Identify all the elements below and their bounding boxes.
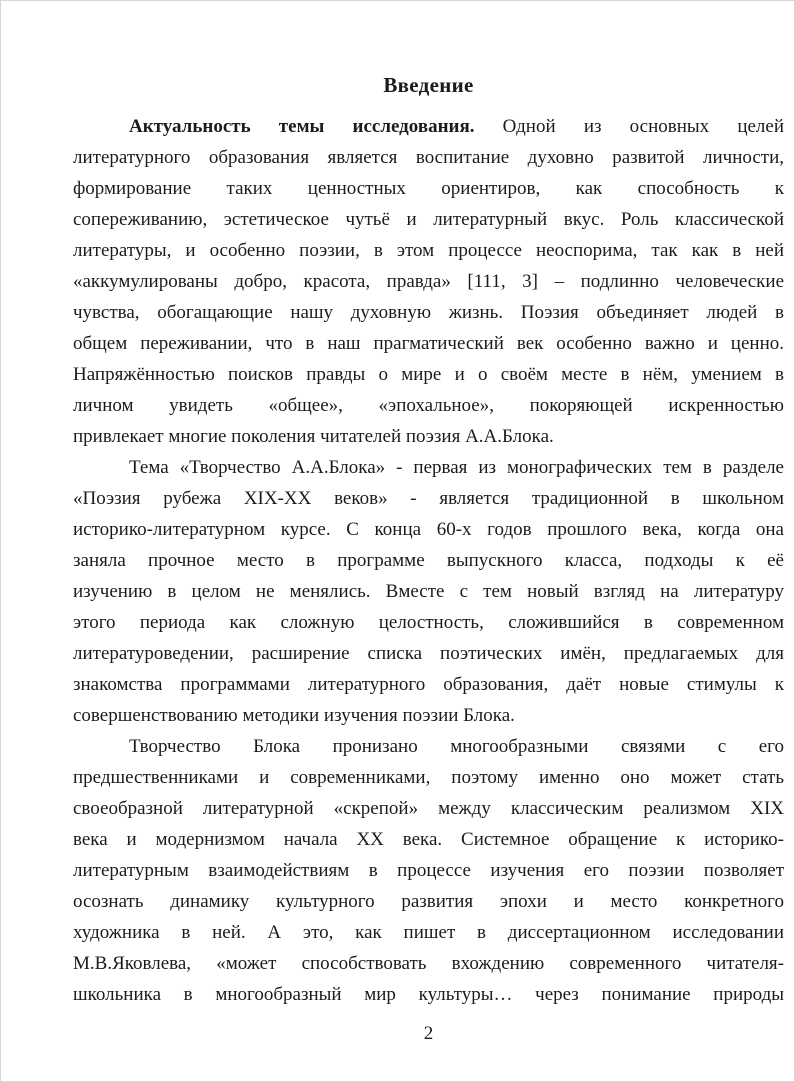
text-line: «аккумулированы добро, красота, правда» [111, 3] – подлинно человеческие <box>73 271 784 292</box>
body-text <box>73 111 784 1010</box>
text-line: изучению в целом не менялись. Вместе с тем новый взгляд на литературу <box>73 581 784 602</box>
text-line: историко-литературном курсе. С конца 60-х годов прошлого века, когда она <box>73 519 784 540</box>
text-line: предшественниками и современниками, поэтому именно оно может стать <box>73 767 784 788</box>
text-line: М.В.Яковлева, «может способствовать вхождению современного читателя- <box>73 953 784 974</box>
text-line: литературного образования является воспитание духовно развитой личности, <box>73 147 784 168</box>
section-heading: Введение <box>383 73 474 97</box>
text-line <box>73 111 784 142</box>
text-line: формирование таких ценностных ориентиров, как способность к <box>73 178 784 199</box>
text-line: привлекает многие поколения читателей поэзия А.А.Блока. <box>73 426 554 447</box>
text-line: века и модернизмом начала XX века. Системное обращение к историко- <box>73 829 784 850</box>
text-line: личном увидеть «общее», «эпохальное», покоряющей искренностью <box>73 395 784 416</box>
text-line: знакомства программами литературного образования, даёт новые стимулы к <box>73 674 784 695</box>
text-line: своеобразной литературной «скрепой» между классическим реализмом XIX <box>73 798 784 819</box>
text-line: художника в ней. А это, как пишет в диссертационном исследовании <box>73 922 784 943</box>
page-number: 2 <box>423 1023 434 1044</box>
text-line: литературы, и особенно поэзии, в этом процессе неоспорима, так как в ней <box>73 240 784 261</box>
text-line: заняла прочное место в программе выпускного класса, подходы к её <box>73 550 784 571</box>
bold-lead: Актуальность темы исследования. <box>129 116 475 137</box>
text-line: Напряжённостью поисков правды о мире и о своём месте в нём, умением в <box>73 364 784 385</box>
text-line: школьника в многообразный мир культуры… через понимание природы <box>73 984 784 1005</box>
text-line: этого периода как сложную целостность, сложившийся в современном <box>73 612 784 633</box>
text-line: чувства, обогащающие нашу духовную жизнь. Поэзия объединяет людей в <box>73 302 784 323</box>
text-line: сопереживанию, эстетическое чутьё и литературный вкус. Роль классической <box>73 209 784 230</box>
text-line: Тема «Творчество А.А.Блока» - первая из монографических тем в разделе <box>129 457 784 478</box>
text-line: литературоведении, расширение списка поэтических имён, предлагаемых для <box>73 643 784 664</box>
text-line: Творчество Блока пронизано многообразными связями с его <box>129 736 784 757</box>
text-line: «Поэзия рубежа XIX-XX веков» - является традиционной в школьном <box>73 488 784 509</box>
text-line: литературным взаимодействиям в процессе изучения его поэзии позволяет <box>73 860 784 881</box>
text-line: осознать динамику культурного развития эпохи и место конкретного <box>73 891 784 912</box>
lead-rest: Одной из основных целей <box>474 116 784 137</box>
text-line: совершенствованию методики изучения поэзии Блока. <box>73 705 515 726</box>
text-line: общем переживании, что в наш прагматический век особенно важно и ценно. <box>73 333 784 354</box>
